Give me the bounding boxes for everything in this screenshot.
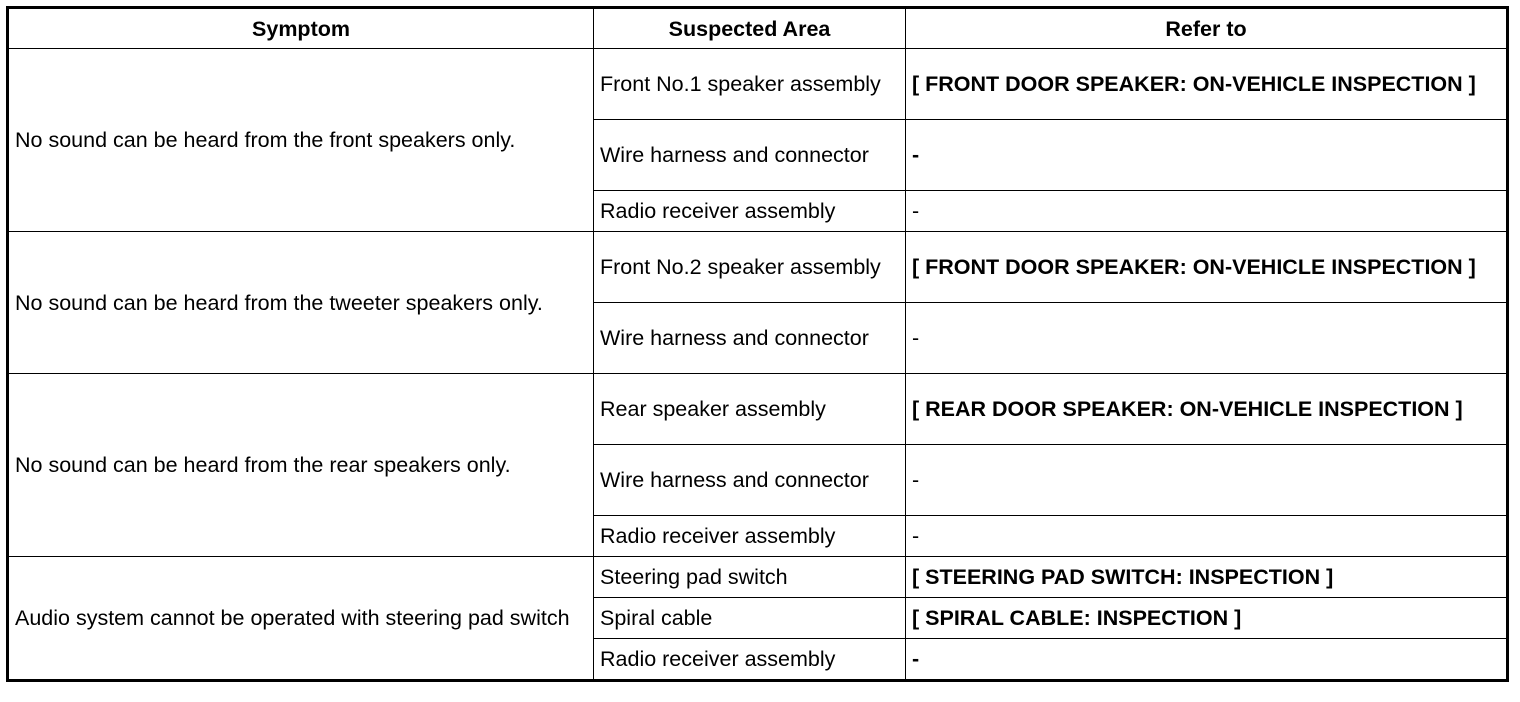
suspected-area-cell: Radio receiver assembly (594, 516, 906, 557)
table-row (8, 232, 1508, 303)
suspected-area-cell: Steering pad switch (594, 557, 906, 598)
refer-to-cell: - (906, 639, 1508, 681)
suspected-area-cell: Spiral cable (594, 598, 906, 639)
suspected-area-cell: Wire harness and connector (594, 120, 906, 191)
refer-to-link[interactable]: [ FRONT DOOR SPEAKER: ON-VEHICLE INSPECTION ] (906, 49, 1508, 120)
header-row (8, 8, 1508, 49)
problem-symptoms-table (6, 6, 1509, 682)
suspected-area-cell: Wire harness and connector (594, 303, 906, 374)
table-row (8, 557, 1508, 598)
symptom-cell: No sound can be heard from the tweeter speakers only. (8, 232, 594, 374)
refer-to-cell: - (906, 191, 1508, 232)
table-row (8, 374, 1508, 445)
header-refer-to: Refer to (906, 8, 1508, 49)
suspected-area-cell: Front No.2 speaker assembly (594, 232, 906, 303)
refer-to-link[interactable]: [ SPIRAL CABLE: INSPECTION ] (906, 598, 1508, 639)
refer-to-cell: - (906, 120, 1508, 191)
suspected-area-cell: Rear speaker assembly (594, 374, 906, 445)
suspected-area-cell: Radio receiver assembly (594, 639, 906, 681)
header-symptom: Symptom (8, 8, 594, 49)
refer-to-cell: - (906, 303, 1508, 374)
problem-symptoms-sheet (6, 6, 1506, 694)
table-row (8, 49, 1508, 120)
symptom-cell: Audio system cannot be operated with steering pad switch (8, 557, 594, 681)
refer-to-link[interactable]: [ STEERING PAD SWITCH: INSPECTION ] (906, 557, 1508, 598)
header-suspected-area: Suspected Area (594, 8, 906, 49)
suspected-area-cell: Wire harness and connector (594, 445, 906, 516)
symptom-cell: No sound can be heard from the front speakers only. (8, 49, 594, 232)
suspected-area-cell: Front No.1 speaker assembly (594, 49, 906, 120)
refer-to-cell: - (906, 445, 1508, 516)
symptom-cell: No sound can be heard from the rear speakers only. (8, 374, 594, 557)
refer-to-link[interactable]: [ REAR DOOR SPEAKER: ON-VEHICLE INSPECTION ] (906, 374, 1508, 445)
refer-to-cell: - (906, 516, 1508, 557)
suspected-area-cell: Radio receiver assembly (594, 191, 906, 232)
refer-to-link[interactable]: [ FRONT DOOR SPEAKER: ON-VEHICLE INSPECTION ] (906, 232, 1508, 303)
